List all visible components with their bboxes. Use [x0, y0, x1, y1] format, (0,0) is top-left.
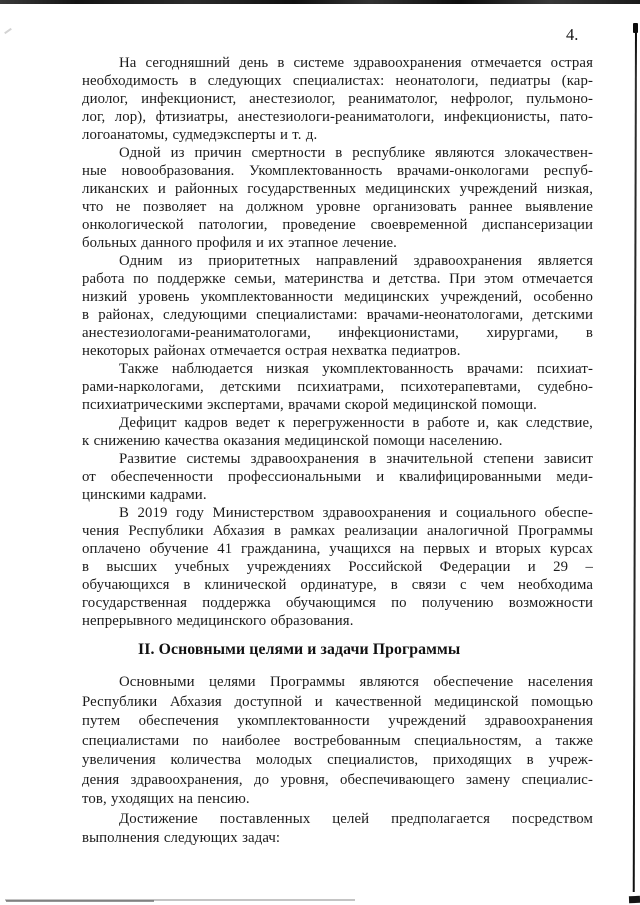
text-line: непрерывного медицинского образования. [82, 613, 354, 629]
paragraph [82, 252, 593, 360]
text-line: Достижение поставленных целей предполагается посредством [119, 810, 593, 827]
scan-edge-bottom-dark [6, 900, 154, 902]
paragraph [82, 360, 593, 414]
text-line: чения Республики Абхазия в рамках реализации аналогичной Программы [82, 523, 593, 539]
text-line: Одним из приоритетных направлений здравоохранения является [119, 253, 593, 269]
text-line: Одной из причин смертности в республике являются злокачествен- [119, 145, 593, 161]
scan-edge-right [633, 24, 637, 892]
text-line: выполнения следующих задач: [82, 830, 281, 846]
paragraph [82, 810, 593, 849]
text-line: онкологической патологии, проведение своевременной диспансеризации [82, 217, 593, 233]
text-line: Развитие системы здравоохранения в значительной степени зависит [119, 451, 593, 467]
text-line: Также наблюдается низкая укомплектованность врачами: психиат- [119, 361, 593, 377]
text-line: в районах, следующими специалистами: врачами-неонатологами, детскими [82, 307, 593, 323]
page-content [82, 54, 593, 849]
text-line: В 2019 году Министерством здравоохранения и социального обеспе- [119, 505, 593, 521]
text-line: оплачено обучение 41 гражданина, учащихся на первых и вторых курсах [82, 541, 593, 557]
scan-mark-right-top [633, 23, 638, 33]
text-line: логоанатомы, судмедэксперты и т. д. [82, 127, 318, 143]
text-line: в высших учебных учреждениях Российской Федерации и 29 – [82, 559, 593, 575]
text-line: психиатрическими экспертами, врачами скорой медицинской помощи. [82, 397, 537, 413]
paragraph [82, 504, 593, 630]
scan-mark-bottom-right [629, 896, 640, 903]
text-line: что не позволяет на должном уровне организовать раннее выявление [82, 199, 593, 215]
text-line: от обеспеченности профессиональными и квалифицированными меди- [82, 469, 593, 485]
text-line: путем обеспечения укомплектованности учреждений здравоохранения [82, 713, 593, 729]
text-line: ликанских и районных государственных медицинских учреждений низкая, [82, 181, 593, 197]
paragraph [82, 414, 593, 450]
text-line: некоторых районах отмечается острая нехватка педиатров. [82, 343, 461, 359]
text-line: необходимость в следующих специалистах: неонатологи, педиатры (кар- [82, 73, 593, 89]
text-line: рами-наркологами, детскими психиатрами, психотерапевтами, судебно- [82, 379, 593, 395]
page-number: 4. [566, 25, 579, 44]
text-line: ные новообразования. Укомплектованность врачами-онкологами респуб- [82, 163, 593, 179]
text-line: государственная поддержка обучающимся по получению возможности [82, 595, 593, 611]
text-line: дения здравоохранения, до уровня, обеспечивающего замену специалис- [82, 771, 593, 788]
text-line: Дефицит кадров ведет к перегруженности в работе и, как следствие, [119, 415, 593, 431]
text-line: специалистами по наиболее востребованным специальностям, а также [82, 732, 593, 749]
paragraph [82, 450, 593, 504]
section-heading: II. Основными целями и задачи Программы [138, 641, 461, 658]
text-line: На сегодняшний день в системе здравоохранения отмечается острая [119, 55, 593, 71]
text-line: диолог, инфекционист, анестезиолог, реаниматолог, нефролог, пульмоно- [82, 91, 593, 107]
paragraph [82, 144, 593, 252]
text-line: лог, лор), фтизиатры, анестезиологи-реаниматологи, инфекционисты, пато- [82, 109, 593, 125]
paragraph [82, 673, 593, 810]
text-line: Основными целями Программы являются обеспечение населения [119, 674, 593, 690]
text-line: больных данного профиля и их этапное лечение. [82, 235, 397, 251]
text-line: цинскими кадрами. [82, 487, 207, 503]
paragraph [82, 54, 593, 144]
scan-edge-top [0, 0, 640, 4]
text-line: работа по поддержке семьи, материнства и детства. При этом отмечается [82, 271, 593, 287]
text-line: анестезиологами-реаниматологами, инфекционистами, хирургами, в [82, 325, 593, 341]
scan-mark-left [4, 28, 12, 34]
text-line: к снижению качества оказания медицинской помощи населению. [82, 433, 503, 449]
text-line: тов, уходящих на пенсию. [82, 791, 250, 807]
text-line: низкий уровень укомплектованности медицинских учреждений, особенно [82, 289, 593, 305]
text-line: обучающихся в клинической ординатуре, в связи с чем необходима [82, 577, 593, 593]
text-line: Республики Абхазия доступной и качественной медицинской помощью [82, 693, 593, 710]
text-line: увеличения количества молодых специалистов, приходящих в учреж- [82, 752, 593, 768]
